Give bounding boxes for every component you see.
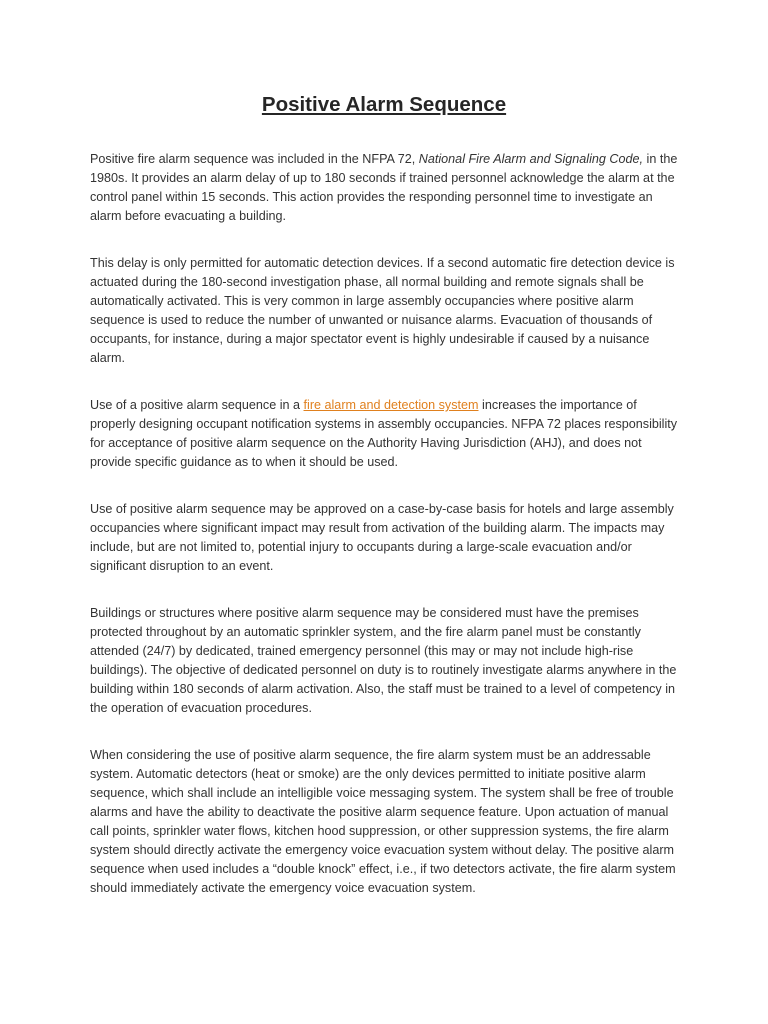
fire-alarm-system-link[interactable]: fire alarm and detection system (303, 398, 479, 412)
paragraph-3-text-start: Use of a positive alarm sequence in a (90, 398, 304, 412)
paragraph-1 (90, 150, 678, 226)
paragraph-1-text-start: Positive fire alarm sequence was included in the NFPA 72, (90, 152, 419, 166)
page-title: Positive Alarm Sequence (261, 93, 507, 116)
paragraph-6: When considering the use of positive alarm sequence, the fire alarm system must be an addressable system. Automatic detectors (heat or smoke) are the only devices permitted to initiate positive alarm sequence, which shall include an intelligible voice messaging system. The system shall be free of trouble alarms and have the ability to deactivate the positive alarm sequence feature. Upon actuation of manual call points, sprinkler water flows, kitchen hood suppression, or other suppression systems, the fire alarm system should directly activate the emergency voice evacuation system without delay. The positive alarm sequence when used includes a “double knock” effect, i.e., if two detectors activate, the fire alarm system should immediately activate the emergency voice evacuation system. (90, 748, 676, 895)
paragraph-5: Buildings or structures where positive alarm sequence may be considered must have the premises protected throughout by an automatic sprinkler system, and the fire alarm panel must be constantly attended (24/7) by dedicated, trained emergency personnel (this may or may not include high-rise buildings). The objective of dedicated personnel on duty is to routinely investigate alarms anywhere in the building within 180 seconds of alarm activation. Also, the staff must be trained to a level of competency in the operation of evacuation procedures. (90, 606, 677, 715)
paragraph-1-text-end: in the 1980s. It provides an alarm delay of up to 180 seconds if trained personnel acknowledge the alarm at the control panel within 15 seconds. This action provides the responding personnel time to investigate an alarm before evacuating a building. (90, 152, 678, 223)
code-title-italic: National Fire Alarm and Signaling Code, (418, 152, 644, 166)
paragraph-3-text-end: increases the importance of properly designing occupant notification systems in assembly occupancies. NFPA 72 places responsibility for acceptance of positive alarm sequence on the Authority Having Jurisdiction (AHJ), and does not provide specific guidance as to when it should be used. (90, 398, 678, 469)
paragraph-3 (90, 396, 678, 472)
paragraph-4: Use of positive alarm sequence may be approved on a case-by-case basis for hotels and large assembly occupancies where significant impact may result from activation of the building alarm. The impacts may include, but are not limited to, potential injury to occupants during a large-scale evacuation and/or significant disruption to an event. (90, 502, 674, 573)
paragraph-2: This delay is only permitted for automatic detection devices. If a second automatic fire detection device is actuated during the 180-second investigation phase, all normal building and remote signals shall be automatically activated. This is very common in large assembly occupancies where positive alarm sequence is used to reduce the number of unwanted or nuisance alarms. Evacuation of thousands of occupants, for instance, during a major spectator event is highly undesirable if caused by a nuisance alarm. (90, 256, 675, 365)
